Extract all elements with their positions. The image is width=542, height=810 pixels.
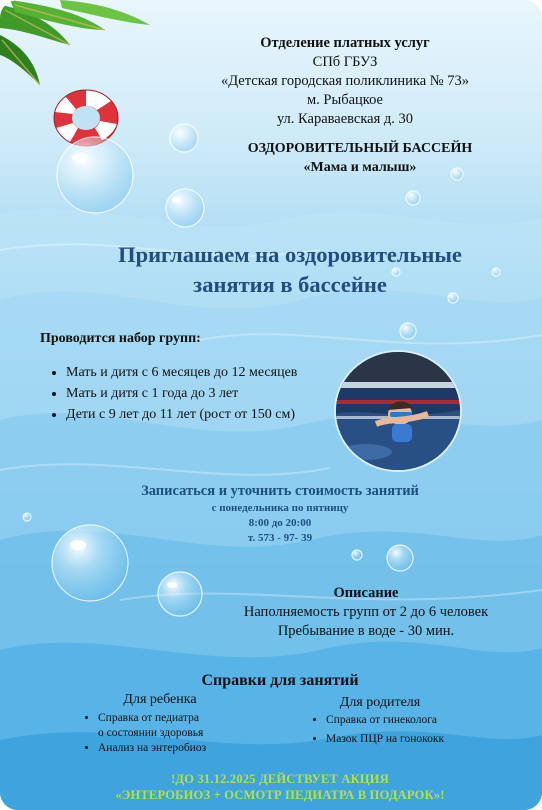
- enrollment-title: Записаться и уточнить стоимость занятий: [141, 483, 419, 499]
- promo-banner: [60, 771, 500, 803]
- child-references-heading: Для ребенка: [123, 692, 197, 707]
- references-title: Справки для занятий: [201, 672, 359, 689]
- clinic-header: [180, 34, 510, 129]
- description-block: [230, 584, 502, 641]
- reference-text: Справка от педиатра: [98, 712, 199, 724]
- invitation-line-2: занятия в бассейне: [193, 272, 387, 297]
- list-item: [98, 711, 206, 741]
- list-item: • Дети с 9 лет до 11 лет (рост от 150 см): [66, 404, 297, 425]
- parent-references-heading: Для родителя: [339, 695, 421, 710]
- list-item: • Справка от гинеколога: [326, 713, 444, 728]
- water-duration: Пребывание в воде - 30 мин.: [277, 623, 455, 639]
- child-references-list: [78, 711, 206, 756]
- working-hours: 8:00 до 20:00: [248, 517, 312, 529]
- list-item: • Мать и дитя с 6 месяцев до 12 месяцев: [66, 362, 297, 383]
- invitation-heading: [40, 240, 540, 300]
- promo-line-1: !ДО 31.12.2025 ДЕЙСТВУЕТ АКЦИЯ: [171, 772, 389, 786]
- department-name: Отделение платных услуг: [260, 35, 430, 51]
- enrollment-info: [100, 482, 460, 546]
- clinic-address: ул. Караваевская д. 30: [276, 111, 414, 127]
- pool-title: ОЗДОРОВИТЕЛЬНЫЙ БАССЕЙН: [247, 141, 473, 156]
- phone-number: т. 573 - 97- 39: [247, 532, 313, 544]
- swimming-child-photo: [336, 352, 460, 470]
- description-title: Описание: [333, 585, 399, 601]
- list-item: • Мазок ПЦР на гонококк: [326, 732, 444, 747]
- group-size: Наполняемость групп от 2 до 6 человек: [243, 604, 489, 620]
- clinic-name: «Детская городская поликлиника № 73»: [220, 73, 469, 89]
- clinic-org: СПб ГБУЗ: [312, 54, 378, 70]
- groups-list: [44, 362, 297, 425]
- groups-title: Проводится набор групп:: [40, 331, 201, 346]
- parent-references-list: [306, 713, 444, 747]
- pool-subtitle: «Мама и малыш»: [303, 160, 417, 175]
- reference-text: о состоянии здоровья: [98, 727, 204, 739]
- promo-line-2: «ЭНТЕРОБИОЗ + ОСМОТР ПЕДИАТРА В ПОДАРОК»!: [115, 788, 445, 802]
- invitation-line-1: Приглашаем на оздоровительные: [118, 242, 462, 267]
- working-days: с понедельника по пятницу: [211, 502, 349, 514]
- list-item: • Мать и дитя с 1 года до 3 лет: [66, 383, 297, 404]
- list-item: • Анализ на энтеробиоз: [98, 741, 206, 756]
- metro-station: м. Рыбацкое: [307, 92, 383, 108]
- pool-heading: [200, 139, 520, 177]
